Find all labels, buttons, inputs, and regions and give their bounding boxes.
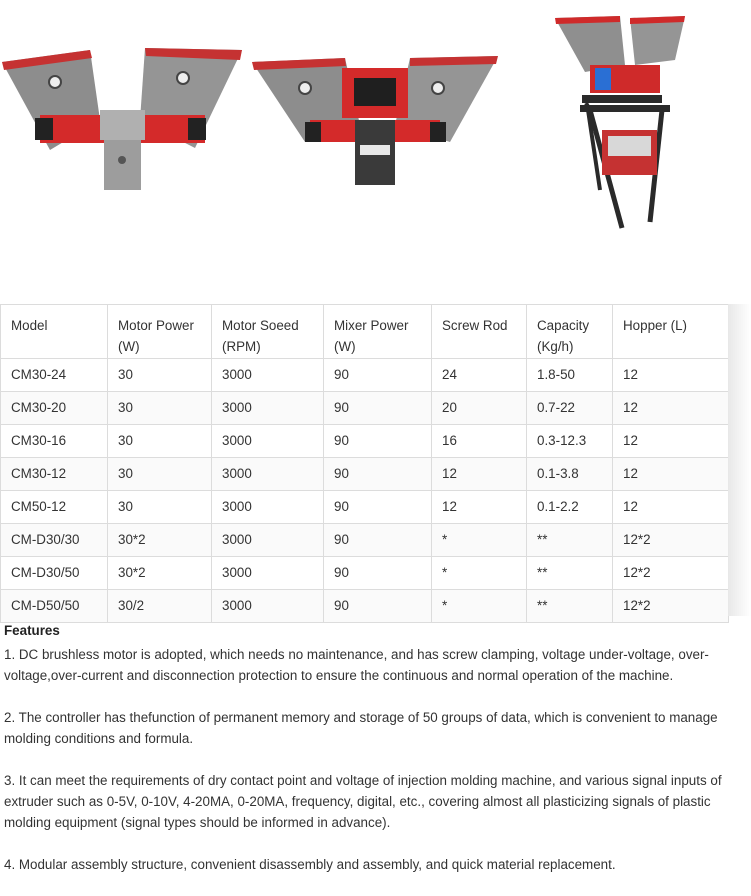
cell-motor-speed: 3000: [212, 425, 324, 458]
cell-screw-rod: 12: [432, 491, 527, 524]
cell-motor-speed: 3000: [212, 491, 324, 524]
table-row: [1, 524, 729, 557]
features-section: [4, 622, 748, 896]
cell-hopper: 12: [613, 458, 729, 491]
cell-motor-power: 30: [108, 359, 212, 392]
cell-model: CM-D30/50: [1, 557, 108, 590]
cell-motor-power: 30*2: [108, 524, 212, 557]
cell-motor-power: 30*2: [108, 557, 212, 590]
cell-model: CM50-12: [1, 491, 108, 524]
cell-hopper: 12: [613, 491, 729, 524]
cell-mixer-power: 90: [324, 392, 432, 425]
cell-hopper: 12: [613, 392, 729, 425]
cell-capacity: 0.1-3.8: [527, 458, 613, 491]
cell-screw-rod: *: [432, 590, 527, 623]
cell-motor-speed: 3000: [212, 392, 324, 425]
header-model: Model: [1, 305, 108, 359]
cell-motor-speed: 3000: [212, 557, 324, 590]
cell-mixer-power: 90: [324, 590, 432, 623]
cell-motor-power: 30: [108, 425, 212, 458]
feature-item: 2. The controller has thefunction of permanent memory and storage of 50 groups of data, which is convenient to manage molding conditions and formula.: [4, 710, 718, 746]
cell-motor-power: 30: [108, 491, 212, 524]
cell-mixer-power: 90: [324, 425, 432, 458]
cell-model: CM30-20: [1, 392, 108, 425]
product-photo-2: [250, 50, 500, 190]
cell-model: CM30-24: [1, 359, 108, 392]
cell-screw-rod: 24: [432, 359, 527, 392]
header-mixer-power: Mixer Power (W): [324, 305, 432, 359]
header-hopper: Hopper (L): [613, 305, 729, 359]
cell-mixer-power: 90: [324, 359, 432, 392]
cell-capacity: 0.3-12.3: [527, 425, 613, 458]
cell-motor-power: 30: [108, 392, 212, 425]
cell-hopper: 12*2: [613, 590, 729, 623]
cell-hopper: 12*2: [613, 557, 729, 590]
cell-hopper: 12*2: [613, 524, 729, 557]
features-title: Features: [4, 623, 60, 638]
cell-screw-rod: 20: [432, 392, 527, 425]
cell-mixer-power: 90: [324, 557, 432, 590]
table-row: [1, 359, 729, 392]
cell-model: CM-D50/50: [1, 590, 108, 623]
table-row: [1, 392, 729, 425]
feature-item: 1. DC brushless motor is adopted, which needs no maintenance, and has screw clamping, voltage under-voltage, over-voltage,over-current and disconnection protection to ensure the continuous and normal operation of the machine.: [4, 647, 709, 683]
header-motor-speed: Motor Soeed (RPM): [212, 305, 324, 359]
cell-hopper: 12: [613, 425, 729, 458]
product-photo-3: [550, 10, 690, 235]
table-header-row: [1, 305, 729, 359]
cell-model: CM30-16: [1, 425, 108, 458]
table-row: [1, 491, 729, 524]
cell-hopper: 12: [613, 359, 729, 392]
cell-mixer-power: 90: [324, 458, 432, 491]
feature-item: 3. It can meet the requirements of dry contact point and voltage of injection molding machine, and various signal inputs of extruder such as 0-5V, 0-10V, 4-20MA, 0-20MA, frequency, digital, etc., covering almost all plasticizing signals of plastic molding equipment (signal types should be informed in advance).: [4, 773, 722, 830]
cell-screw-rod: 16: [432, 425, 527, 458]
header-capacity: Capacity (Kg/h): [527, 305, 613, 359]
cell-capacity: 1.8-50: [527, 359, 613, 392]
cell-motor-speed: 3000: [212, 359, 324, 392]
table-row: [1, 590, 729, 623]
table-row: [1, 458, 729, 491]
cell-screw-rod: 12: [432, 458, 527, 491]
cell-screw-rod: *: [432, 557, 527, 590]
cell-capacity: **: [527, 590, 613, 623]
cell-mixer-power: 90: [324, 491, 432, 524]
cell-mixer-power: 90: [324, 524, 432, 557]
header-screw-rod: Screw Rod: [432, 305, 527, 359]
cell-model: CM30-12: [1, 458, 108, 491]
feature-item: 4. Modular assembly structure, convenient disassembly and assembly, and quick material replacement.: [4, 857, 616, 872]
cell-capacity: 0.7-22: [527, 392, 613, 425]
cell-capacity: **: [527, 524, 613, 557]
cell-model: CM-D30/30: [1, 524, 108, 557]
table-row: [1, 425, 729, 458]
table-row: [1, 557, 729, 590]
product-photos: [0, 0, 751, 304]
cell-motor-speed: 3000: [212, 590, 324, 623]
table-scroll-shadow: [728, 304, 751, 616]
cell-capacity: **: [527, 557, 613, 590]
cell-motor-power: 30: [108, 458, 212, 491]
product-photo-1: [0, 40, 245, 200]
cell-motor-power: 30/2: [108, 590, 212, 623]
cell-screw-rod: *: [432, 524, 527, 557]
spec-table: [0, 304, 729, 623]
header-motor-power: Motor Power (W): [108, 305, 212, 359]
cell-motor-speed: 3000: [212, 524, 324, 557]
cell-capacity: 0.1-2.2: [527, 491, 613, 524]
cell-motor-speed: 3000: [212, 458, 324, 491]
